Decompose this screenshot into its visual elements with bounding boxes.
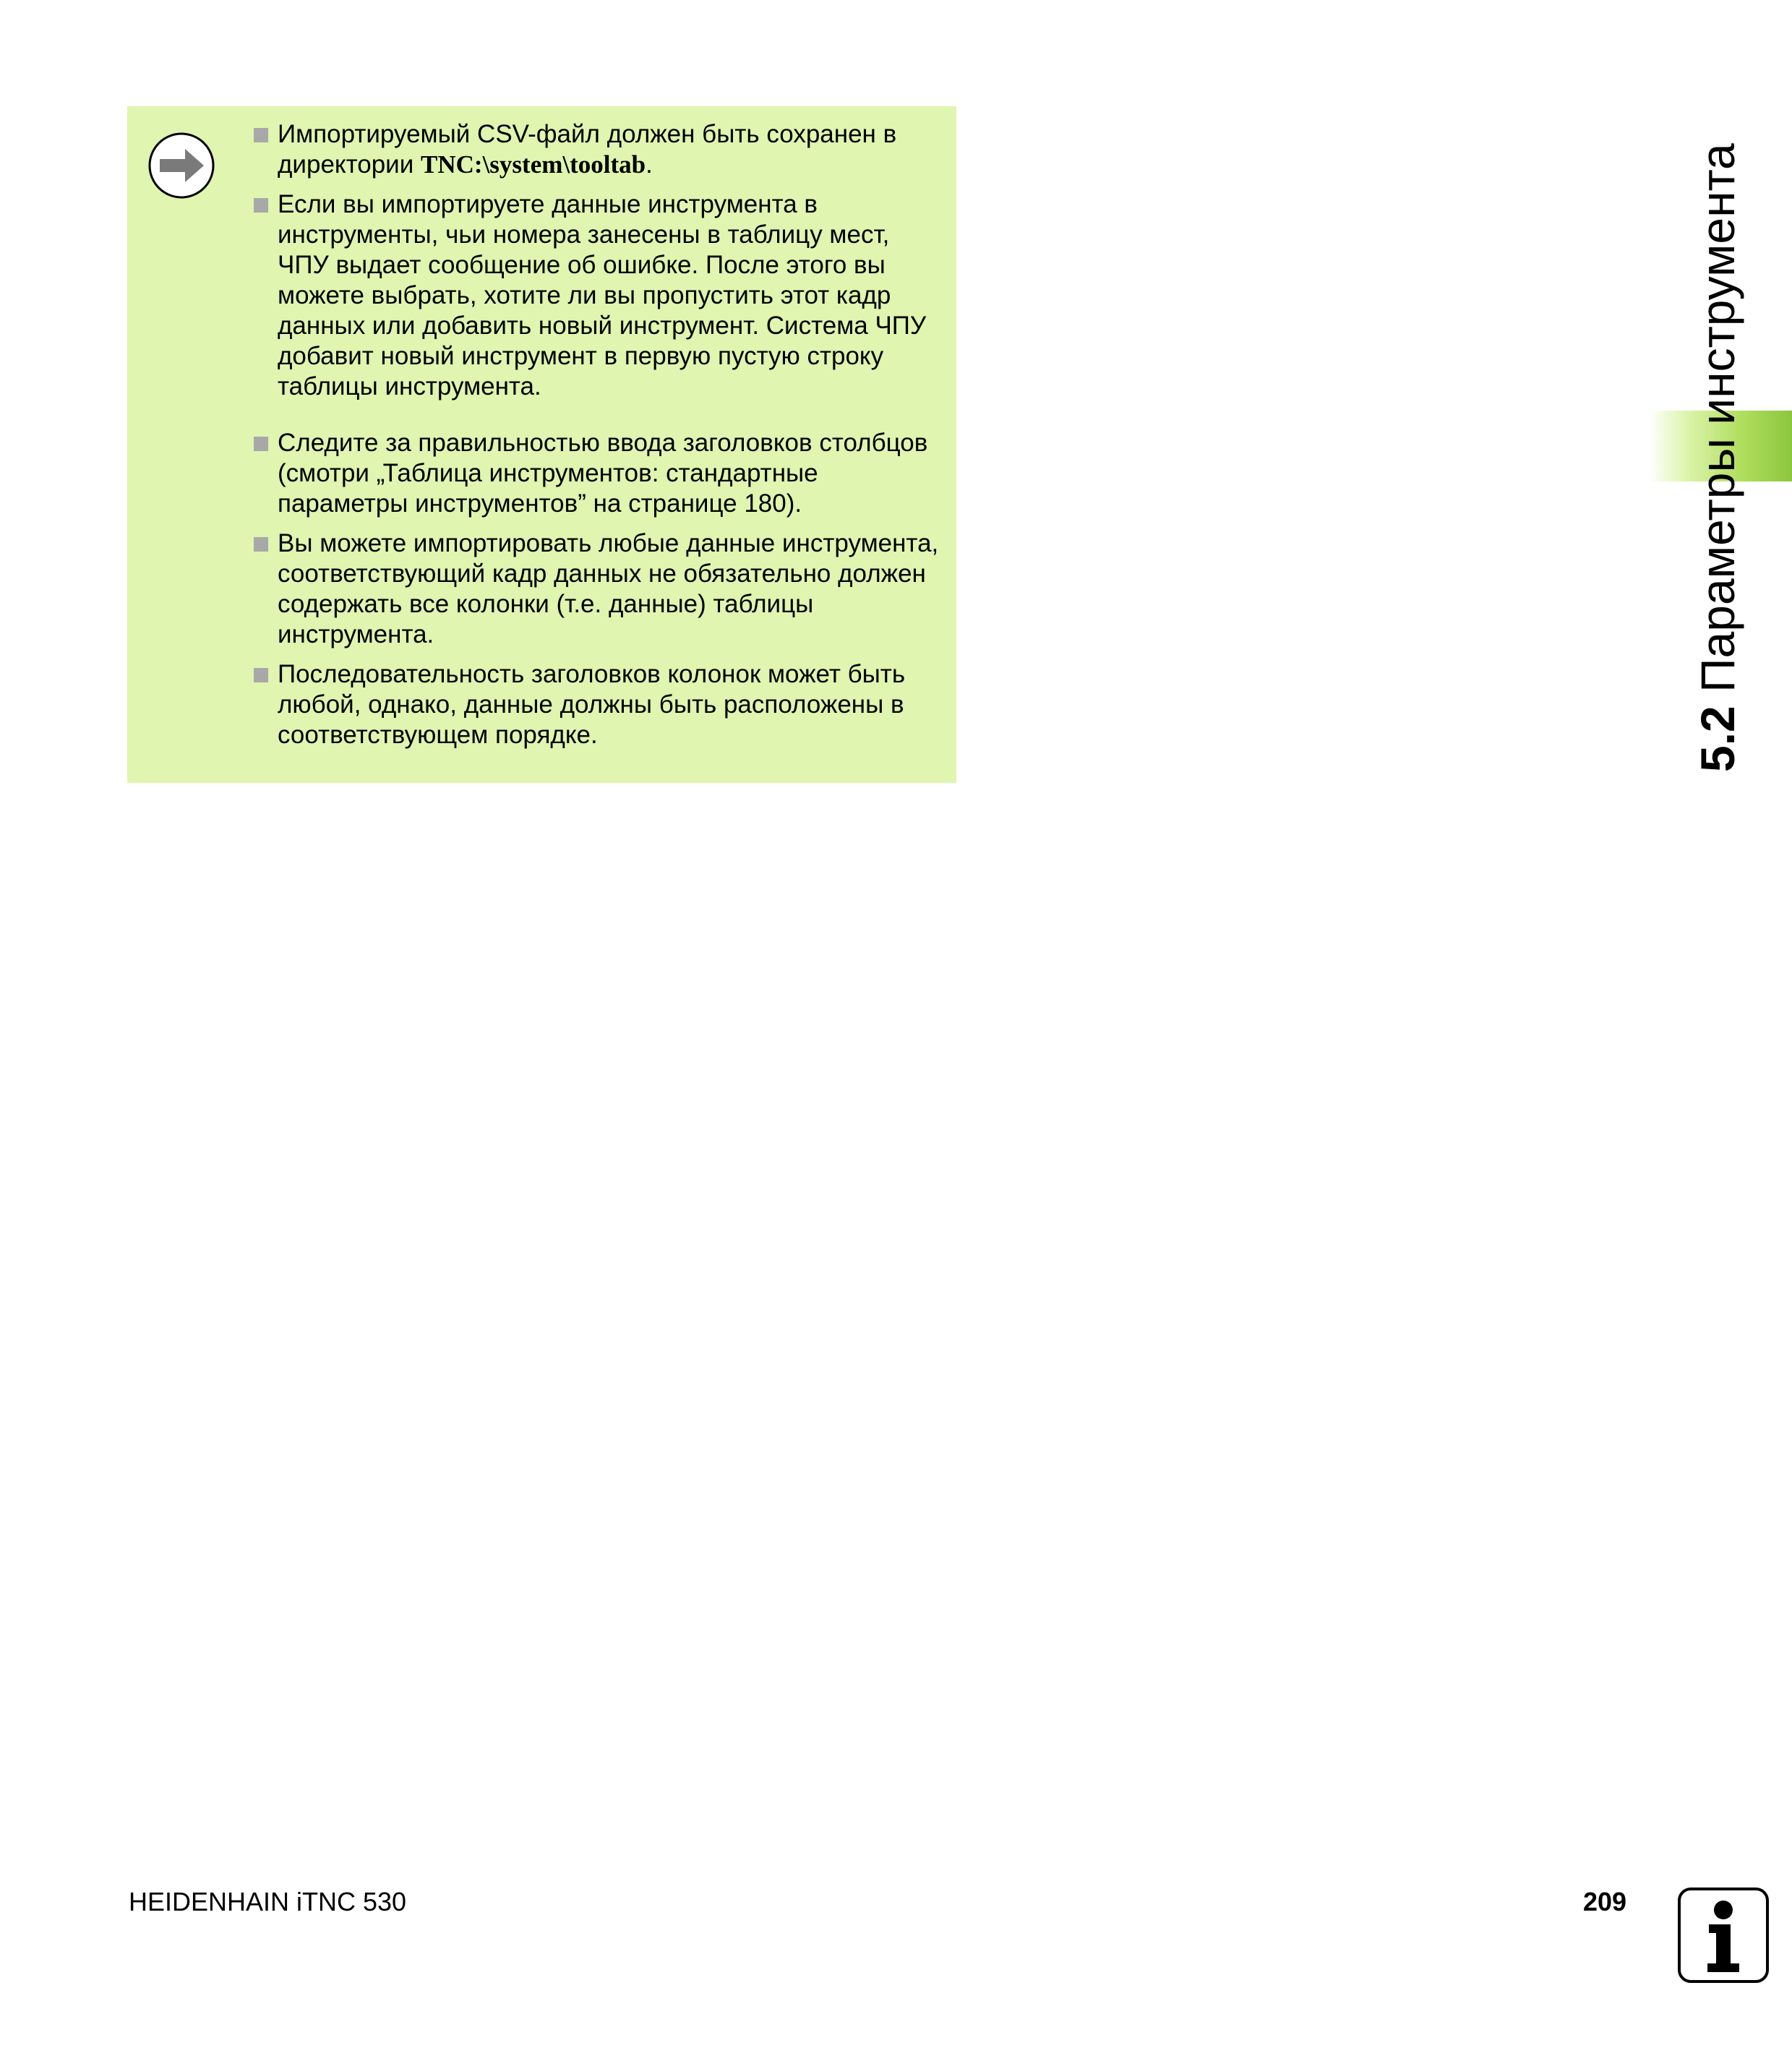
item-text-end: .: [646, 150, 653, 179]
page-number: 209: [1583, 1887, 1627, 1916]
list-item: [254, 189, 940, 402]
note-list: [254, 119, 940, 760]
bullet-icon: [254, 437, 268, 451]
list-item: [254, 659, 940, 750]
section-number: 5.2: [1691, 706, 1744, 772]
list-item: [254, 119, 940, 180]
item-text: Вы можете импортировать любые данные инструмента, соответствующий кадр данных не обязательно должен содержать все колонки (т.е. данные) таблицы инструмента.: [278, 529, 939, 648]
footer-product: HEIDENHAIN iTNC 530: [129, 1887, 407, 1916]
bullet-icon: [254, 198, 268, 213]
bullet-icon: [254, 537, 268, 552]
list-item: [254, 428, 940, 519]
item-text: Импортируемый CSV-файл должен быть сохранен в директории: [278, 120, 897, 179]
item-text: Последовательность заголовков колонок может быть любой, однако, данные должны быть расположены в соответствующем порядке.: [278, 660, 906, 749]
bullet-icon: [254, 128, 268, 142]
bullet-icon: [254, 668, 268, 682]
section-title-text: Параметры инструмента: [1691, 143, 1744, 693]
arrow-right-icon: [147, 132, 215, 200]
item-text: Если вы импортируете данные инструмента в инструменты, чьи номера занесены в таблицу мест, ЧПУ выдает сообщение об ошибке. После этого вы можете выбрать, хотите ли вы пропустить этот кадр данных или добавить новый инструмент. Система ЧПУ добавит новый инструмент в первую пустую строку таблицы инструмента.: [278, 190, 927, 400]
directory-path: TNC:\system\tooltab: [421, 150, 646, 179]
item-text: Следите за правильностью ввода заголовков столбцов (смотри „Таблица инструментов: стандартные параметры инструментов” на странице 180).: [278, 429, 928, 518]
list-item: [254, 528, 940, 650]
note-box: [127, 106, 956, 783]
info-icon: [1677, 1887, 1770, 1984]
section-title: [1691, 143, 1744, 772]
